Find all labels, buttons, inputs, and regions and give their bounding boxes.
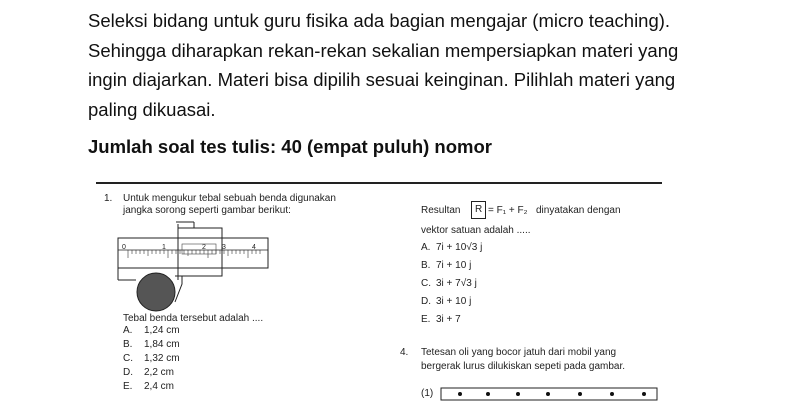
q1-option-text: 2,4 cm <box>144 381 175 392</box>
vector-r-box: R <box>471 201 486 219</box>
resultant-equation: = F₁ + F₂ <box>488 205 528 216</box>
scale-label: 4 <box>252 244 256 251</box>
q1-option-letter: B. <box>123 339 133 350</box>
q1-option-text: 1,84 cm <box>144 339 180 350</box>
q1-option-text: 1,24 cm <box>144 325 180 336</box>
scale-label: 0 <box>122 244 126 251</box>
exam-page-scan <box>96 180 666 414</box>
resultant-option-text: 3i + 10 j <box>436 296 472 307</box>
resultant-option-text: 3i + 7 <box>436 314 461 325</box>
oil-drop <box>486 392 490 396</box>
oil-drop <box>642 392 646 396</box>
q1-option-text: 2,2 cm <box>144 367 175 378</box>
resultant-option-letter: A. <box>421 242 431 253</box>
q1-option-letter: E. <box>123 381 133 392</box>
q1-option-letter: D. <box>123 367 133 378</box>
resultant-option-letter: C. <box>421 278 431 289</box>
oil-drop-strip <box>440 385 660 403</box>
resultant-suffix: dinyatakan dengan <box>536 205 621 216</box>
resultant-option-letter: B. <box>421 260 431 271</box>
q1-option-text: 1,32 cm <box>144 353 180 364</box>
resultant-option-letter: E. <box>421 314 431 325</box>
resultant-option-text: 3i + 7√3 j <box>436 278 477 289</box>
intro-paragraph <box>88 6 728 124</box>
resultant-option-letter: D. <box>421 296 431 307</box>
test-count-heading: Jumlah soal tes tulis: 40 (empat puluh) nomor <box>88 136 492 157</box>
q1-text-line1: Untuk mengukur tebal sebuah benda digunakan <box>123 193 336 204</box>
q1-number: 1. <box>104 193 113 204</box>
resultant-option-text: 7i + 10√3 j <box>436 242 483 253</box>
q4-text-line2: bergerak lurus dilukiskan sepeti pada gambar. <box>421 361 626 372</box>
intro-line: ingin diajarkan. Materi bisa dipilih sesuai keinginan. Pilihlah materi yang <box>88 69 676 90</box>
q1-text-line2: jangka sorong seperti gambar berikut: <box>123 205 291 216</box>
oil-drop <box>546 392 550 396</box>
intro-line: Sehingga diharapkan rekan-rekan sekalian mempersiapkan materi yang <box>88 39 679 61</box>
q4-number: 4. <box>400 347 409 358</box>
oil-drop <box>516 392 520 396</box>
scale-label: 1 <box>162 244 166 251</box>
resultant-option-text: 7i + 10 j <box>436 260 472 271</box>
vernier-caliper-figure <box>116 220 276 320</box>
resultant-line2: vektor satuan adalah ..... <box>421 225 531 236</box>
intro-line: paling dikuasai. <box>88 98 216 120</box>
oil-drop <box>458 392 462 396</box>
top-rule <box>96 182 662 184</box>
intro-line: Seleksi bidang untuk guru fisika ada bagian mengajar (micro teaching). <box>88 10 671 31</box>
resultant-prefix: Resultan <box>421 205 461 216</box>
scale-label: 2 <box>202 244 206 251</box>
q1-option-letter: A. <box>123 325 133 336</box>
oil-drop <box>578 392 582 396</box>
oil-drop <box>610 392 614 396</box>
scale-label: 3 <box>222 244 226 251</box>
q4-text-line1: Tetesan oli yang bocor jatuh dari mobil yang <box>421 347 617 358</box>
strip-label: (1) <box>421 388 434 399</box>
q1-option-letter: C. <box>123 353 133 364</box>
q1-prompt: Tebal benda tersebut adalah .... <box>123 313 264 324</box>
